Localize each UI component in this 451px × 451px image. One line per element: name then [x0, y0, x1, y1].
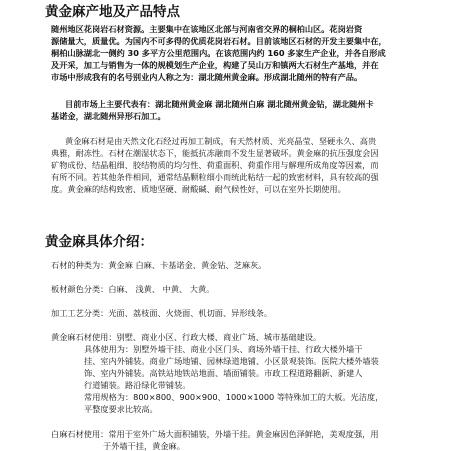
intro-line: 桐柏山脉湖北一侧约 30 多平方公里范围内。在该范围内约 160 多家生产企业，并各自形成	[51, 48, 386, 58]
usage-line: 行道铺装。路沿绿化带铺装。	[84, 380, 191, 390]
products-paragraph	[51, 98, 396, 122]
usage-line: 平整度要求比较高。	[84, 404, 158, 414]
usage-paragraph	[51, 331, 396, 415]
description-line: 典雅，耐冻性。石材在潮湿状态下，能抵抗冻融而不发生显著破坏。黄金麻的抗压强度会因	[51, 148, 379, 158]
colors-paragraph	[51, 283, 396, 295]
intro-paragraph	[51, 23, 396, 83]
usage-line: 常用规格为：800×800、900×900、1000×1000 等特殊加工的大板。光洁度，	[84, 392, 384, 402]
description-line: 黄金麻石材是由天然文化石经过再加工制成，有天然材质、光亮晶莹、坚硬永久、高贵	[65, 136, 377, 146]
process-paragraph	[51, 307, 396, 319]
intro-line: 源储量大，质量优。为国内不可多得的优质花岗岩石材。目前该地区石材的开发主要集中在，	[51, 36, 387, 46]
usage-line: 黄金麻石材使用：别墅、商业小区、行政大楼、商业广场、城市基础建设。	[51, 332, 322, 342]
products-line: 目前市场上主要代表有：湖北随州黄金麻 湖北随州白麻 湖北随州黄金钻，湖北随州卡	[65, 99, 374, 109]
colors-line: 板材颜色分类：白麻、 浅黄、 中黄、 大黄。	[51, 284, 215, 294]
description-line: 度。黄金麻的结构致密、质地坚硬、耐酸碱、耐气候性好，可以在室外长期使用。	[51, 184, 346, 194]
usage-line: 饰、室内外铺装。高铁站地铁站地面、墙面铺装。市政工程道路翻新、新建人	[84, 368, 363, 378]
process-line: 加工工艺分类：光面、荔枝面、火烧面、机切面、异形线条。	[51, 308, 273, 318]
description-line: 有所不同。若其他条件相同，通常结晶颗粒细小而统此粘结一起的致密材料，具有较高的强	[51, 172, 379, 182]
intro-line: 及开采，加工与销售为一体的规模划生产企业，构建了吴山万和镇两大石材生产基地，并在	[51, 60, 379, 70]
usage-line: 具体使用为：别墅外墙干挂、商业小区门头、商场外墙干挂、行政大楼外墙干	[84, 344, 363, 354]
intro-line: 市场中形成我有的名号别业内人称之为：湖北随州黄金麻。形成湖北随州的特有产品。	[51, 72, 363, 82]
section-title-details: 黄金麻具体介绍：	[45, 234, 153, 250]
intro-line: 随州地区花岗岩石材资源。主要集中在该地区北部与河南省交界的桐柏山区。花岗岩资	[51, 24, 363, 34]
description-paragraph	[51, 135, 396, 195]
description-line: 矿物成份、结晶粗细、胶结物质的均匀性、荷重面积、荷重作用与解理所成角度等因素，而	[51, 160, 379, 170]
types-paragraph	[51, 259, 396, 271]
usage-line: 挂、室内外铺装。商业广场地铺、园林绿道地铺、小区景观装饰。医院大楼外墙装	[84, 356, 379, 366]
white-granite-line: 于外墙干挂，黄金麻。	[51, 441, 185, 451]
section-title-origin: 黄金麻产地及产品特点	[45, 4, 180, 20]
white-granite-line: 白麻石材使用：常用于室外广场大面积铺装，外墙干挂。黄金麻因色泽鲜艳，美观度强，用	[51, 429, 379, 439]
types-line: 石材的种类为：黄金麻 白麻、卡基诺金、黄金钻、芝麻灰。	[51, 260, 267, 270]
white-granite-paragraph	[51, 428, 396, 451]
products-line: 基诺金，湖北随州异形石加工。	[51, 111, 166, 121]
